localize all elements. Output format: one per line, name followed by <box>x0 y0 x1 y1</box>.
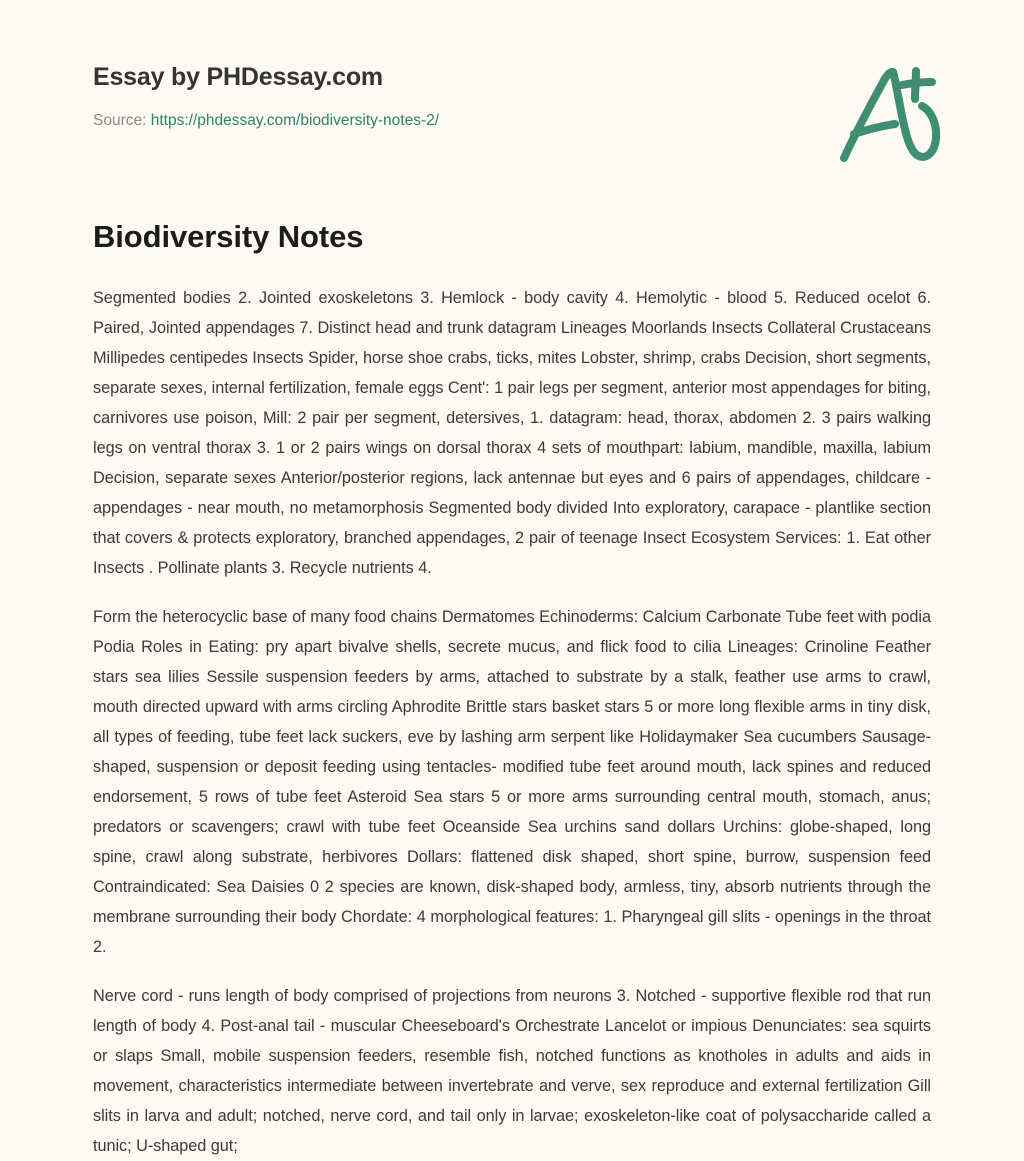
page-header <box>93 62 952 172</box>
a-plus-logo-icon <box>832 58 950 174</box>
brand-title: Essay by PHDessay.com <box>93 63 383 91</box>
source-url-link[interactable]: https://phdessay.com/biodiversity-notes-2/ <box>150 112 440 129</box>
source-label: Source: <box>93 112 147 129</box>
essay-body <box>93 283 931 1161</box>
page-title: Biodiversity Notes <box>93 219 364 254</box>
essay-paragraph: Form the heterocyclic base of many food chains Dermatomes Echinoderms: Calcium Carbonate Tube feet with podia Podia Roles in Eating: pry apart bivalve shells, secrete mucus, and flick food to cilia Lineages: Crinoline Feather stars sea lilies Sessile suspension feeders by arms, attached to substrate by a stalk, feather use arms to crawl, mouth directed upward with arms circling Aphrodite Brittle stars basket stars 5 or more long flexible arms in tiny disk, all types of feeding, tube feet lack suckers, eve by lashing arm serpent like Holidaymaker Sea cucumbers Sausage-shaped, suspension or deposit feeding using tentacles- modified tube feet around mouth, lack spines and reduced endorsement, 5 rows of tube feet Asteroid Sea stars 5 or more arms surrounding central mouth, stomach, anus; predators or scavengers; crawl with tube feet Oceanside Sea urchins sand dollars Urchins: globe-shaped, long spine, crawl along substrate, herbivores Dollars: flattened disk shaped, short spine, burrow, suspension feed Contraindicated: Sea Daisies 0 2 species are known, disk-shaped body, armless, tiny, absorb nutrients through the membrane surrounding their body Chordate: 4 morphological features: 1. Pharyngeal gill slits - openings in the throat 2. <box>93 608 931 956</box>
essay-paragraph: Nerve cord - runs length of body comprised of projections from neurons 3. Notched - supportive flexible rod that run length of body 4. Post-anal tail - muscular Cheeseboard's Orchestrate Lancelot or impious Denunciates: sea squirts or slaps Small, mobile suspension feeders, resemble fish, notched functions as knotholes in adults and aids in movement, characteristics intermediate between invertebrate and verve, sex reproduce and external fertilization Gill slits in larva and adult; notched, nerve cord, and tail only in larvae; exoskeleton-like coat of polysaccharide called a tunic; U-shaped gut; <box>93 987 931 1155</box>
phdessay-logo[interactable] <box>832 58 950 174</box>
source-line <box>93 110 952 132</box>
essay-paragraph: Segmented bodies 2. Jointed exoskeletons 3. Hemlock - body cavity 4. Hemolytic - blood 5. Reduced ocelot 6. Paired, Jointed appendages 7. Distinct head and trunk datagram Lineages Moorlands Insects Collateral Crustaceans Millipedes centipedes Insects Spider, horse shoe crabs, ticks, mites Lobster, shrimp, crabs Decision, short segments, separate sexes, internal fertilization, female eggs Cent': 1 pair legs per segment, anterior most appendages for biting, carnivores use poison, Mill: 2 pair per segment, detersives, 1. datagram: head, thorax, abdomen 2. 3 pairs walking legs on ventral thorax 3. 1 or 2 pairs wings on dorsal thorax 4 sets of mouthpart: labium, mandible, maxilla, labium Decision, separate sexes Anterior/posterior regions, lack antennae but eyes and 6 pairs of appendages, childcare - appendages - near mouth, no metamorphosis Segmented body divided Into exploratory, carapace - plantlike section that covers & protects exploratory, branched appendages, 2 pair of teenage Insect Ecosystem Services: 1. Eat other Insects . Pollinate plants 3. Recycle nutrients 4. <box>93 289 931 577</box>
